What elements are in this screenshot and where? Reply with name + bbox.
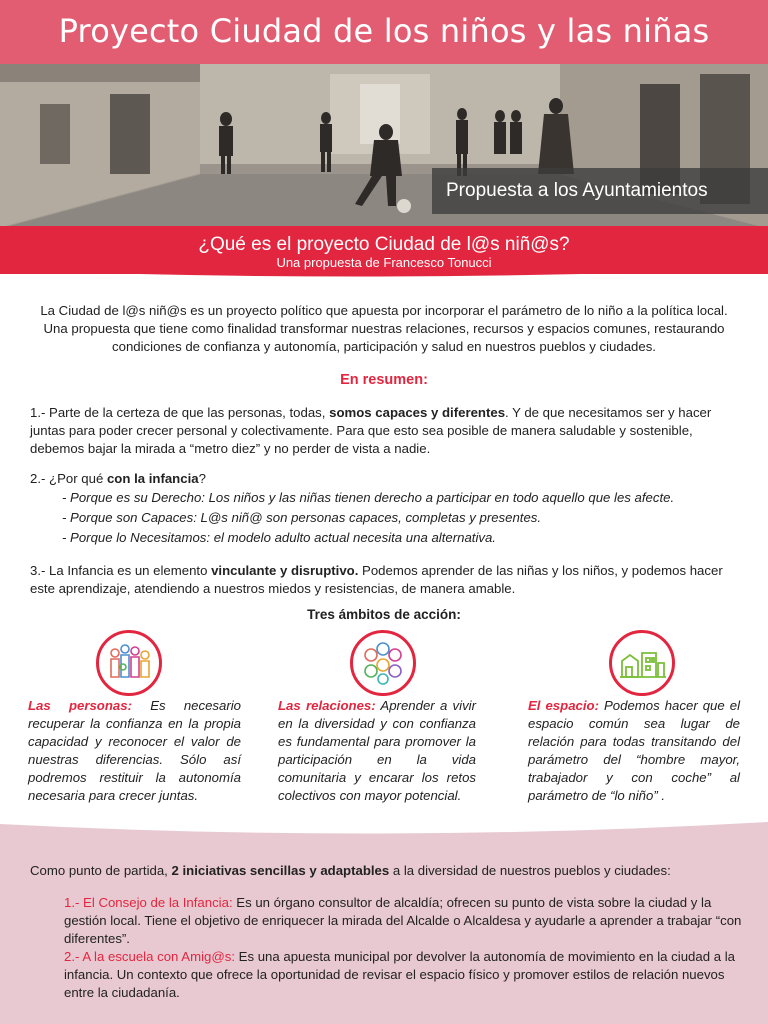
scope-people-lead: Las personas: (28, 698, 132, 713)
relations-icon (350, 630, 416, 696)
scope-space-text: Podemos hacer que el espacio común sea lugar de relación para todas transitando del parámetro del “hombre mayor, trabajador y con coche” al parámetro de “lo niño” . (528, 698, 740, 803)
photo-caption: Propuesta a los Ayuntamientos (432, 168, 768, 214)
initiatives-intro (30, 862, 750, 880)
scope-space (528, 697, 740, 805)
reason-item: - Porque son Capaces: L@s niñ@ son personas capaces, completas y presentes. (62, 510, 542, 525)
point-3-bold: vinculante y disruptivo. (211, 563, 359, 578)
initiative-lead: 2.- A la escuela con Amig@s: (64, 949, 235, 964)
section-subtitle: Una propuesta de Francesco Tonucci (276, 255, 492, 270)
point-2 (30, 470, 742, 488)
point-3-text-b: Podemos aprender de las niñas y los niños, y podemos hacer este aprendizaje, atendiendo a nuestros miedos y resistencias, de manera amable. (30, 563, 723, 596)
initiative-item (64, 894, 744, 948)
street-photo (0, 64, 768, 228)
scope-people-text: Es necesario recuperar la confianza en la propia capacidad y reconocer el valor de nuestras diferencias. Sólo así podremos restituir la autonomía necesaria para crecer juntas. (28, 698, 241, 803)
initiatives-list (64, 894, 744, 1002)
point-1-bold: somos capaces y diferentes (329, 405, 506, 420)
reason-item: - Porque es su Derecho: Los niños y las niñas tienen derecho a participar en todo aquello que les afecte. (62, 490, 675, 505)
initiatives-intro-a: Como punto de partida, (30, 863, 172, 878)
point-2-text-a: 2.- ¿Por qué (30, 471, 107, 486)
point-2-text-b: ? (198, 471, 206, 486)
reason-item: - Porque lo Necesitamos: el modelo adulto actual necesita una alternativa. (62, 530, 496, 545)
initiative-text: Es una apuesta municipal por devolver la autonomía de movimiento en la ciudad a la infancia. Un contexto que ofrece la oportunidad de revisar el espacio físico y promover estilos de relación nuevos entre la ciudadanía. (64, 949, 735, 1000)
point-3-text-a: 3.- La Infancia es un elemento (30, 563, 212, 578)
people-icon (96, 630, 162, 696)
section-title: ¿Qué es el proyecto Ciudad de l@s niñ@s? (198, 234, 570, 255)
initiative-lead: 1.- El Consejo de la Infancia: (64, 895, 233, 910)
summary-heading: En resumen: (340, 372, 428, 388)
scope-people (28, 697, 241, 805)
initiatives-intro-bold: 2 iniciativas sencillas y adaptables (171, 863, 390, 878)
reasons-list (62, 488, 752, 548)
space-icon (609, 630, 675, 696)
point-3 (30, 562, 742, 598)
intro-paragraph: La Ciudad de l@s niñ@s es un proyecto político que apuesta por incorporar el parámetro de lo niño a la política local. Una propuesta que tiene como finalidad transformar nuestras relaciones, recursos y espacios comunes, restaurando condiciones de confianza y autonomía, participación y salud en nuestros pueblos y ciudades. (40, 303, 728, 354)
initiatives-intro-b: a la diversidad de nuestros pueblos y ciudades: (389, 863, 671, 878)
scope-relations-lead: Las relaciones: (278, 698, 376, 713)
header-banner (0, 0, 768, 64)
scope-relations-text: Aprender a vivir en la diversidad y con confianza es fundamental para promover la participación en la vida comunitaria y encarar los retos colectivos con mayor potencial. (278, 698, 476, 803)
point-1-text-a: 1.- Parte de la certeza de que las personas, todas, (30, 405, 330, 420)
point-1 (30, 404, 742, 458)
scopes-heading: Tres ámbitos de acción: (307, 607, 461, 622)
page-title: Proyecto Ciudad de los niños y las niñas (58, 12, 710, 50)
initiative-item (64, 948, 744, 1002)
pink-wave-edge (0, 820, 768, 842)
initiative-text: Es un órgano consultor de alcaldía; ofrecen su punto de vista sobre la ciudad y la gestión local. Tiene el objetivo de enriquecer la mirada del Alcalde o Alcaldesa y ayudarle a aprender a trabajar “con diferentes”. (64, 895, 742, 946)
scope-space-lead: El espacio: (528, 698, 599, 713)
point-1-text-b: . Y de que necesitamos ser y hacer juntas para poder crecer personal y colectivamente. Para que esto sea posible de manera saludable y sostenible, debemos bajar la mirada a “metro diez” y no perder de vista a nadie. (30, 405, 712, 456)
point-2-bold: con la infancia (106, 471, 199, 486)
scope-relations (278, 697, 476, 805)
